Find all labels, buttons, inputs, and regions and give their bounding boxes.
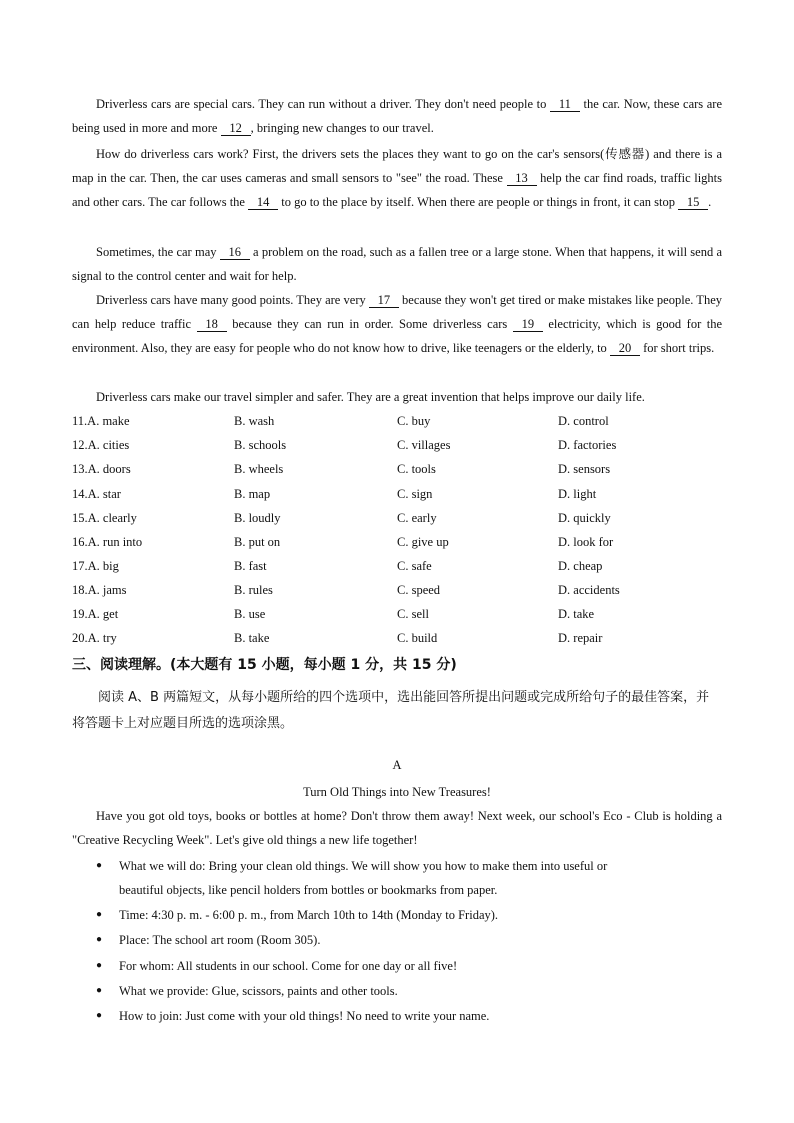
blank-17: 17: [369, 293, 399, 308]
option-a: 18.A. jams: [72, 583, 127, 597]
option-a: 15.A. clearly: [72, 511, 137, 525]
option-a: 11.A. make: [72, 414, 130, 428]
option-c: C. early: [397, 511, 437, 525]
option-row-14: [72, 482, 732, 506]
option-a: 12.A. cities: [72, 438, 130, 452]
option-row-17: [72, 554, 732, 578]
bullet-icon: ●: [96, 1010, 103, 1021]
option-a: 14.A. star: [72, 487, 121, 501]
option-row-19: [72, 602, 732, 626]
section-heading: 三、阅读理解。(本大题有 15 小题，每小题 1 分，共 15 分): [72, 657, 457, 673]
bullet-icon: ●: [96, 860, 103, 871]
option-c: C. speed: [397, 583, 441, 597]
option-c: C. sign: [397, 487, 433, 501]
option-d: D. accidents: [558, 583, 620, 597]
option-b: B. wheels: [234, 462, 284, 476]
option-d: D. repair: [558, 631, 603, 645]
option-b: B. fast: [234, 559, 267, 573]
option-c: C. villages: [397, 438, 451, 452]
option-b: B. put on: [234, 535, 281, 549]
option-row-16: [72, 530, 732, 554]
blank-18: 18: [197, 317, 227, 332]
section-instruction: 阅读 A、B 两篇短文，从每小题所给的四个选项中，选出能回答所提出问题或完成所给句子的最佳答案，并将答题卡上对应题目所选的选项涂黑。: [72, 690, 710, 731]
option-row-12: [72, 433, 732, 457]
blank-16: 16: [220, 245, 250, 260]
option-a: 19.A. get: [72, 607, 119, 621]
cloze-paragraph-2: How do driverless cars work? First, the drivers sets the places they want to go on the car's sensors(传感器) and there is a map in the car. Then, the car uses cameras and small sensors to "see" the road. These 13 help the car find roads, traffic lights and other cars. The car follows the 14 to go to the place by itself. When there are people or things in front, it can stop 15 .: [72, 147, 723, 210]
document-page: Driverless cars are special cars. They can run without a driver. They don't need people to 11 the car. Now, these cars are being used in more and more 12 , bringing new changes to our travel. How do driverless cars work? First, the drivers sets the places they want to go on the car's sensors(传感器) and there is a map in the car. Then, the car uses cameras and small sensors to "see" the road. These 13 help the car find roads, traffic lights and other cars. The car follows the 14 to go to the place by itself. When there are people or things in front, it can stop 15 . Sometimes, the car may 16 a problem on the road, such as a fallen tree or a large stone. When that happens, it will send a signal to the control center and wait for help. Driverless cars have many good points. They are very 17 because they won't get tired or make mistakes like people. They can help reduce traffic 18 because they can run in order. Some driverless cars 19 electricity, which is good for the environment. Also, they are easy for people who do not know how to drive, like teenagers or the elderly, to 20 for short trips. Driverless cars make our travel simpler and safer. They are a great invention that helps improve our daily life. 11.A. make B. wash C. buy D. control 12.A. cities B. schools C. villages D. factories 13.A. doors B. wheels C. tools D. sensors 14.A. star B. map C. sign D. light 15.A. clearly B. loudly C. early D. quickly 16.A. run into B. put on C. give up D. look for 17.A. big B. fast C. safe D. cheap 18.A. jams B. rules C. speed D. accidents 19.A. get B. use C. sell D. take 20.A. try B. take C. build D. repair 三、阅读理解。(本大题有 15 小题，每小题 1 分，共 15 分) 阅读 A、B 两篇短文，从每小题所给的四个选项中，选出能回答所提出问题或完成所给句子的最佳答案，并将答题卡上对应题目所选的选项涂黑。 A Turn Old Things into New Treasures! Have you got old toys, books or bottles at home? Don't throw them away! Next week, our school's Eco - Club is holding a "Creative Recycling Week". Let's give old things a new life together! ● What we will do: Bring your clean old things. We will show you how to make them into useful or beautiful objects, like pencil holders from bottles or bookmarks from paper. ● Time: 4:30 p. m. - 6:00 p. m., from March 10th to 14th (Monday to Friday). ● Place: The school art room (Room 305). ● For whom: All students in our school. Come for one day or all five! ● What we provide: Glue, scissors, paints and other tools. ● How to join: Just come with your old things! No need to write your name.: [0, 0, 794, 1123]
blank-20: 20: [610, 341, 640, 356]
passage-intro: Have you got old toys, books or bottles at home? Don't throw them away! Next week, our school's Eco - Club is holding a "Creative Recycling Week". Let's give old things a new life together!: [72, 809, 722, 848]
option-b: B. use: [234, 607, 266, 621]
passage-title: Turn Old Things into New Treasures!: [303, 785, 491, 799]
cloze-paragraph-5: Driverless cars make our travel simpler and safer. They are a great invention that helps improve our daily life.: [96, 390, 645, 404]
option-b: B. wash: [234, 414, 275, 428]
option-c: C. sell: [397, 607, 429, 621]
option-d: D. control: [558, 414, 609, 428]
option-b: B. take: [234, 631, 270, 645]
blank-14: 14: [248, 195, 278, 210]
blank-11: 11: [550, 97, 580, 112]
option-d: D. quickly: [558, 511, 611, 525]
option-d: D. light: [558, 487, 597, 501]
option-b: B. schools: [234, 438, 287, 452]
option-row-11: [72, 409, 732, 433]
option-row-18: [72, 578, 732, 602]
option-a: 13.A. doors: [72, 462, 131, 476]
option-b: B. rules: [234, 583, 273, 597]
cloze-paragraph-3: Sometimes, the car may 16 a problem on the road, such as a fallen tree or a large stone. When that happens, it will send a signal to the control center and wait for help.: [72, 245, 723, 284]
option-a: 20.A. try: [72, 631, 117, 645]
bullet-icon: ●: [96, 909, 103, 920]
option-a: 16.A. run into: [72, 535, 143, 549]
bullet-icon: ●: [96, 960, 103, 971]
option-b: B. loudly: [234, 511, 281, 525]
blank-12: 12: [221, 121, 251, 136]
option-d: D. factories: [558, 438, 617, 452]
option-d: D. take: [558, 607, 595, 621]
option-b: B. map: [234, 487, 271, 501]
option-d: D. cheap: [558, 559, 603, 573]
option-row-13: [72, 457, 732, 481]
option-a: 17.A. big: [72, 559, 119, 573]
bullet-icon: ●: [96, 985, 103, 996]
option-c: C. build: [397, 631, 438, 645]
option-row-20: [72, 626, 732, 650]
cloze-paragraph-1: Driverless cars are special cars. They can run without a driver. They don't need people to 11 the car. Now, these cars are being used in more and more 12 , bringing new changes to our travel.: [72, 97, 723, 136]
option-c: C. safe: [397, 559, 432, 573]
option-row-15: [72, 506, 732, 530]
passage-letter: A: [392, 758, 402, 772]
blank-15: 15: [678, 195, 708, 210]
blank-13: 13: [507, 171, 537, 186]
bullet-icon: ●: [96, 934, 103, 945]
option-d: D. sensors: [558, 462, 611, 476]
option-c: C. buy: [397, 414, 431, 428]
cloze-paragraph-4: Driverless cars have many good points. They are very 17 because they won't get tired or make mistakes like people. They can help reduce traffic 18 because they can run in order. Some driverless cars 19 electricity, which is good for the environment. Also, they are easy for people who do not know how to drive, like teenagers or the elderly, to 20 for short trips.: [72, 293, 723, 356]
option-c: C. give up: [397, 535, 449, 549]
blank-19: 19: [513, 317, 543, 332]
option-c: C. tools: [397, 462, 436, 476]
option-d: D. look for: [558, 535, 614, 549]
